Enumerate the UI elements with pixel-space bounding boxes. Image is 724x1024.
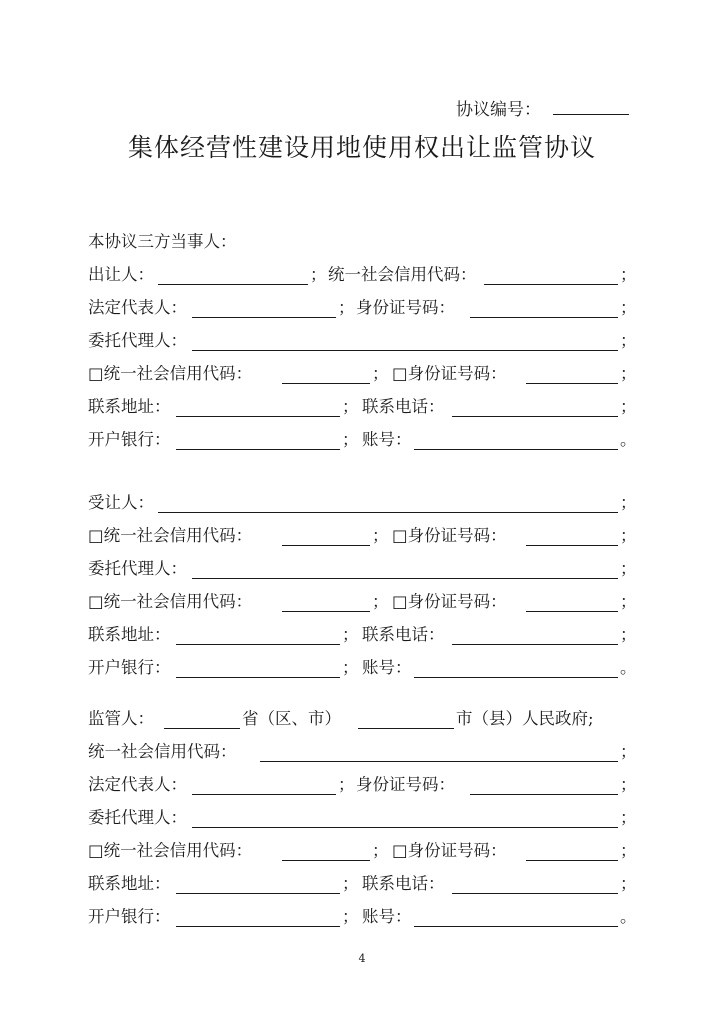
id-number-label: 身份证号码： xyxy=(356,775,455,794)
id-number-blank[interactable] xyxy=(470,794,618,795)
semicolon: ； xyxy=(620,559,637,578)
intro-text: 本协议三方当事人： xyxy=(88,232,237,251)
supervisor-label: 监管人： xyxy=(88,709,154,728)
opt-id-number-blank[interactable] xyxy=(526,545,618,546)
opt-id-number-blank[interactable] xyxy=(526,611,618,612)
credit-code-label: 统一社会信用代码： xyxy=(328,265,477,284)
semicolon: ； xyxy=(342,658,359,677)
credit-code-blank[interactable] xyxy=(260,761,618,762)
opt-credit-code-label[interactable]: □统一社会信用代码： xyxy=(88,526,253,545)
agent-row xyxy=(88,804,636,834)
account-blank[interactable] xyxy=(414,449,618,450)
semicolon: ； xyxy=(620,874,637,893)
legal-rep-label: 法定代表人： xyxy=(88,298,187,317)
transferee-id-row xyxy=(88,522,636,552)
semicolon: ； xyxy=(338,775,355,794)
bank-blank[interactable] xyxy=(176,677,340,678)
agent-label: 委托代理人： xyxy=(88,559,187,578)
contact-row xyxy=(88,393,636,423)
address-blank[interactable] xyxy=(176,416,340,417)
opt-credit-code-blank[interactable] xyxy=(282,383,370,384)
period: 。 xyxy=(620,430,637,449)
opt-id-number-blank[interactable] xyxy=(526,383,618,384)
agent-id-row xyxy=(88,837,636,867)
opt-credit-code-blank[interactable] xyxy=(282,545,370,546)
legal-rep-row xyxy=(88,294,636,324)
transferee-blank[interactable] xyxy=(158,512,618,513)
address-blank[interactable] xyxy=(176,644,340,645)
semicolon: ； xyxy=(338,298,355,317)
semicolon: ； xyxy=(620,841,637,860)
account-label: 账号： xyxy=(362,658,412,677)
semicolon: ； xyxy=(372,526,389,545)
semicolon: ； xyxy=(342,397,359,416)
id-number-label: 身份证号码： xyxy=(356,298,455,317)
protocol-number-blank[interactable] xyxy=(553,114,629,115)
semicolon: ； xyxy=(620,331,637,350)
semicolon: ； xyxy=(342,625,359,644)
semicolon: ； xyxy=(620,625,637,644)
phone-blank[interactable] xyxy=(452,416,618,417)
agent-row xyxy=(88,327,636,357)
semicolon: ； xyxy=(310,265,327,284)
city-blank[interactable] xyxy=(358,728,454,729)
address-blank[interactable] xyxy=(176,893,340,894)
bank-blank[interactable] xyxy=(176,926,340,927)
opt-id-number-label[interactable]: □身份证号码： xyxy=(392,364,507,383)
semicolon: ； xyxy=(620,265,637,284)
semicolon: ； xyxy=(342,430,359,449)
semicolon: ； xyxy=(620,592,637,611)
protocol-number-label: 协议编号： xyxy=(456,100,541,120)
legal-rep-blank[interactable] xyxy=(192,317,336,318)
semicolon: ； xyxy=(372,592,389,611)
opt-credit-code-label[interactable]: □统一社会信用代码： xyxy=(88,364,253,383)
agent-label: 委托代理人： xyxy=(88,808,187,827)
account-blank[interactable] xyxy=(414,677,618,678)
opt-credit-code-blank[interactable] xyxy=(282,611,370,612)
phone-label: 联系电话： xyxy=(362,625,445,644)
page-number: 4 xyxy=(358,952,366,965)
transferor-row xyxy=(88,261,636,291)
opt-id-number-label[interactable]: □身份证号码： xyxy=(392,841,507,860)
opt-credit-code-label[interactable]: □统一社会信用代码： xyxy=(88,592,253,611)
document-title: 集体经营性建设用地使用权出让监管协议 xyxy=(127,133,596,162)
semicolon: ； xyxy=(620,397,637,416)
opt-id-number-label[interactable]: □身份证号码： xyxy=(392,526,507,545)
agent-label: 委托代理人： xyxy=(88,331,187,350)
supervisor-row xyxy=(88,705,636,735)
agent-id-row xyxy=(88,588,636,618)
period: 。 xyxy=(620,907,637,926)
intro-row xyxy=(88,228,636,258)
legal-rep-label: 法定代表人： xyxy=(88,775,187,794)
contact-row xyxy=(88,870,636,900)
bank-row xyxy=(88,654,636,684)
opt-id-number-blank[interactable] xyxy=(526,860,618,861)
semicolon: ； xyxy=(620,298,637,317)
account-label: 账号： xyxy=(362,907,412,926)
bank-label: 开户银行： xyxy=(88,907,171,926)
credit-code-label: 统一社会信用代码： xyxy=(88,742,237,761)
supervisor-credit-row xyxy=(88,738,636,768)
credit-code-blank[interactable] xyxy=(484,284,618,285)
address-label: 联系地址： xyxy=(88,397,171,416)
agent-id-row xyxy=(88,360,636,390)
agent-blank[interactable] xyxy=(192,350,618,351)
bank-row xyxy=(88,903,636,933)
semicolon: ； xyxy=(620,775,637,794)
phone-label: 联系电话： xyxy=(362,397,445,416)
id-number-blank[interactable] xyxy=(470,317,618,318)
period: 。 xyxy=(620,658,637,677)
semicolon: ； xyxy=(342,874,359,893)
semicolon: ； xyxy=(620,493,637,512)
province-label: 省（区、市） xyxy=(242,709,341,728)
province-blank[interactable] xyxy=(164,728,240,729)
opt-id-number-label[interactable]: □身份证号码： xyxy=(392,592,507,611)
phone-label: 联系电话： xyxy=(362,874,445,893)
semicolon: ； xyxy=(342,907,359,926)
transferee-row xyxy=(88,489,636,519)
agent-row xyxy=(88,555,636,585)
phone-blank[interactable] xyxy=(452,644,618,645)
account-blank[interactable] xyxy=(414,926,618,927)
city-government-label: 市（县）人民政府; xyxy=(456,709,594,728)
transferor-blank[interactable] xyxy=(158,284,308,285)
semicolon: ； xyxy=(620,526,637,545)
opt-credit-code-blank[interactable] xyxy=(282,860,370,861)
semicolon: ； xyxy=(372,841,389,860)
bank-row xyxy=(88,426,636,456)
semicolon: ； xyxy=(620,742,637,761)
address-label: 联系地址： xyxy=(88,625,171,644)
address-label: 联系地址： xyxy=(88,874,171,893)
transferee-label: 受让人： xyxy=(88,493,154,512)
legal-rep-blank[interactable] xyxy=(192,794,336,795)
semicolon: ； xyxy=(372,364,389,383)
opt-credit-code-label[interactable]: □统一社会信用代码： xyxy=(88,841,253,860)
contact-row xyxy=(88,621,636,651)
semicolon: ； xyxy=(620,808,637,827)
legal-rep-row xyxy=(88,771,636,801)
bank-blank[interactable] xyxy=(176,449,340,450)
agent-blank[interactable] xyxy=(192,578,618,579)
semicolon: ； xyxy=(620,364,637,383)
bank-label: 开户银行： xyxy=(88,658,171,677)
account-label: 账号： xyxy=(362,430,412,449)
transferor-label: 出让人： xyxy=(88,265,154,284)
phone-blank[interactable] xyxy=(452,893,618,894)
agent-blank[interactable] xyxy=(192,827,618,828)
bank-label: 开户银行： xyxy=(88,430,171,449)
